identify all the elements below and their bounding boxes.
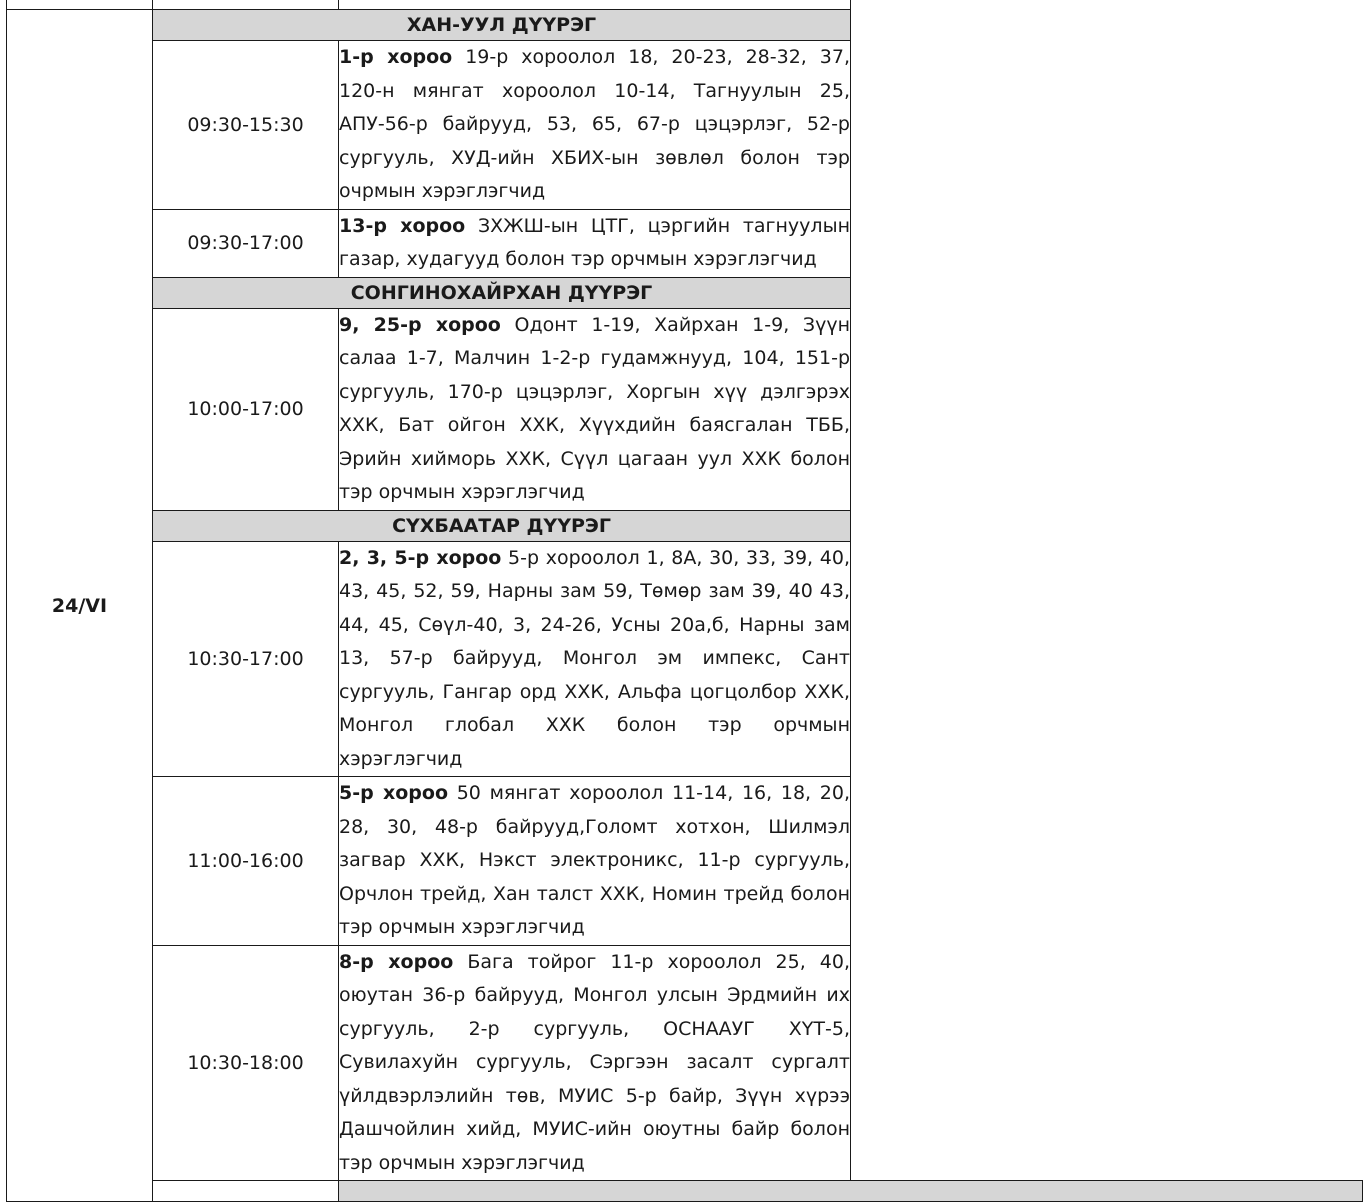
- description-cell: [339, 209, 851, 277]
- table-row: [7, 541, 1363, 777]
- time-cell: 11:00-16:00: [153, 777, 339, 946]
- description-text: 50 мянгат хороолол 11-14, 16, 18, 20, 28, 30, 48-р байрууд,Голомт хотхон, Шилмэл загвар ХХК, Нэкст электроникс, 11-р сургууль, Орчлон трейд, Хан талст ХХК, Номин трейд болон тэр орчмын хэрэглэгчид: [339, 782, 850, 938]
- description-text: 19-р хороолол 18, 20-23, 28-32, 37, 120-н мянгат хороолол 10-14, Тагнуулын 25, АПУ-56-р байрууд, 53, 65, 67-р цэцэрлэг, 52-р сургууль, ХУД-ийн ХБИХ-ын зөвлөл болон тэр очрмын хэрэглэгчид: [339, 46, 850, 202]
- time-cell: 09:30-15:30: [153, 41, 339, 210]
- description-cell: [339, 541, 851, 777]
- table-row: [7, 41, 1363, 210]
- district-header-songinokhairkhan: [7, 277, 1363, 308]
- district-title: ХАН-УУЛ ДҮҮРЭГ: [153, 10, 851, 41]
- time-cell: 10:00-17:00: [153, 308, 339, 510]
- district-header-khan-uul: [7, 10, 1363, 41]
- table-row: [7, 945, 1363, 1181]
- description-text: 5-р хороолол 1, 8А, 30, 33, 39, 40, 43, 45, 52, 59, Нарны зам 59, Төмөр зам 39, 40 43, 44, 45, Сөүл-40, 3, 24-26, Усны 20а,б, Нарны зам 13, 57-р байрууд, Монгол эм импекс, Сант сургууль, Гангар орд ХХК, Альфа цогцолбор ХХК, Монгол глобал ХХК болон тэр орчмын хэрэглэгчид: [339, 546, 850, 770]
- description-text: ЗХЖШ-ын ЦТГ, цэргийн тагнуулын газар, худагууд болон тэр орчмын хэрэглэгчид: [339, 214, 850, 270]
- khoroo-label: 1-р хороо: [339, 46, 453, 68]
- description-text: Одонт 1-19, Хайрхан 1-9, Зүүн салаа 1-7, Малчин 1-2-р гудамжнууд, 104, 151-р сургууль, 170-р цэцэрлэг, Хоргын хүү дэлгэрэх ХХК, Бат ойгон ХХК, Хүүхдийн баясгалан ТББ, Эрийн хийморь ХХК, Сүүл цагаан уул ХХК болон тэр орчмын хэрэглэгчид: [339, 313, 850, 503]
- district-title: СҮХБААТАР ДҮҮРЭГ: [153, 510, 851, 541]
- description-cell: [339, 945, 851, 1181]
- table-row: [7, 209, 1363, 277]
- khoroo-label: 8-р хороо: [339, 950, 454, 973]
- district-title: СОНГИНОХАЙРХАН ДҮҮРЭГ: [153, 277, 851, 308]
- table-row: [7, 308, 1363, 510]
- table-row: [7, 777, 1363, 946]
- khoroo-label: 5-р хороо: [339, 782, 449, 804]
- description-cell: [339, 41, 851, 210]
- description-text: Бага тойрог 11-р хороолол 25, 40, оюутан 36-р байрууд, Монгол улсын Эрдмийн их сургууль, 2-р сургууль, ОСНААУГ ХҮТ-5, Сувилахуйн сургууль, Сэргээн засалт сургалт үйлдвэрлэлийн төв, МУИС 5-р байр, Зүүн хүрээ Дашчойлин хийд, МУИС-ийн оюутны байр болон тэр орчмын хэрэглэгчид: [339, 950, 850, 1174]
- time-cell: 10:30-17:00: [153, 541, 339, 777]
- table-row-cutoff-bottom: [7, 1181, 1363, 1202]
- khoroo-label: 9, 25-р хороо: [339, 313, 501, 336]
- description-cell: [339, 308, 851, 510]
- time-cell: 09:30-17:00: [153, 209, 339, 277]
- khoroo-label: 2, 3, 5-р хороо: [339, 546, 502, 569]
- outage-schedule-table: [6, 0, 1363, 1202]
- khoroo-label: 13-р хороо: [339, 214, 466, 237]
- time-cell: 10:30-18:00: [153, 945, 339, 1181]
- date-cell: 24/VI: [7, 10, 153, 1202]
- description-cell: [339, 777, 851, 946]
- district-header-sukhbaatar: [7, 510, 1363, 541]
- table-row-cutoff-top: [7, 0, 1363, 10]
